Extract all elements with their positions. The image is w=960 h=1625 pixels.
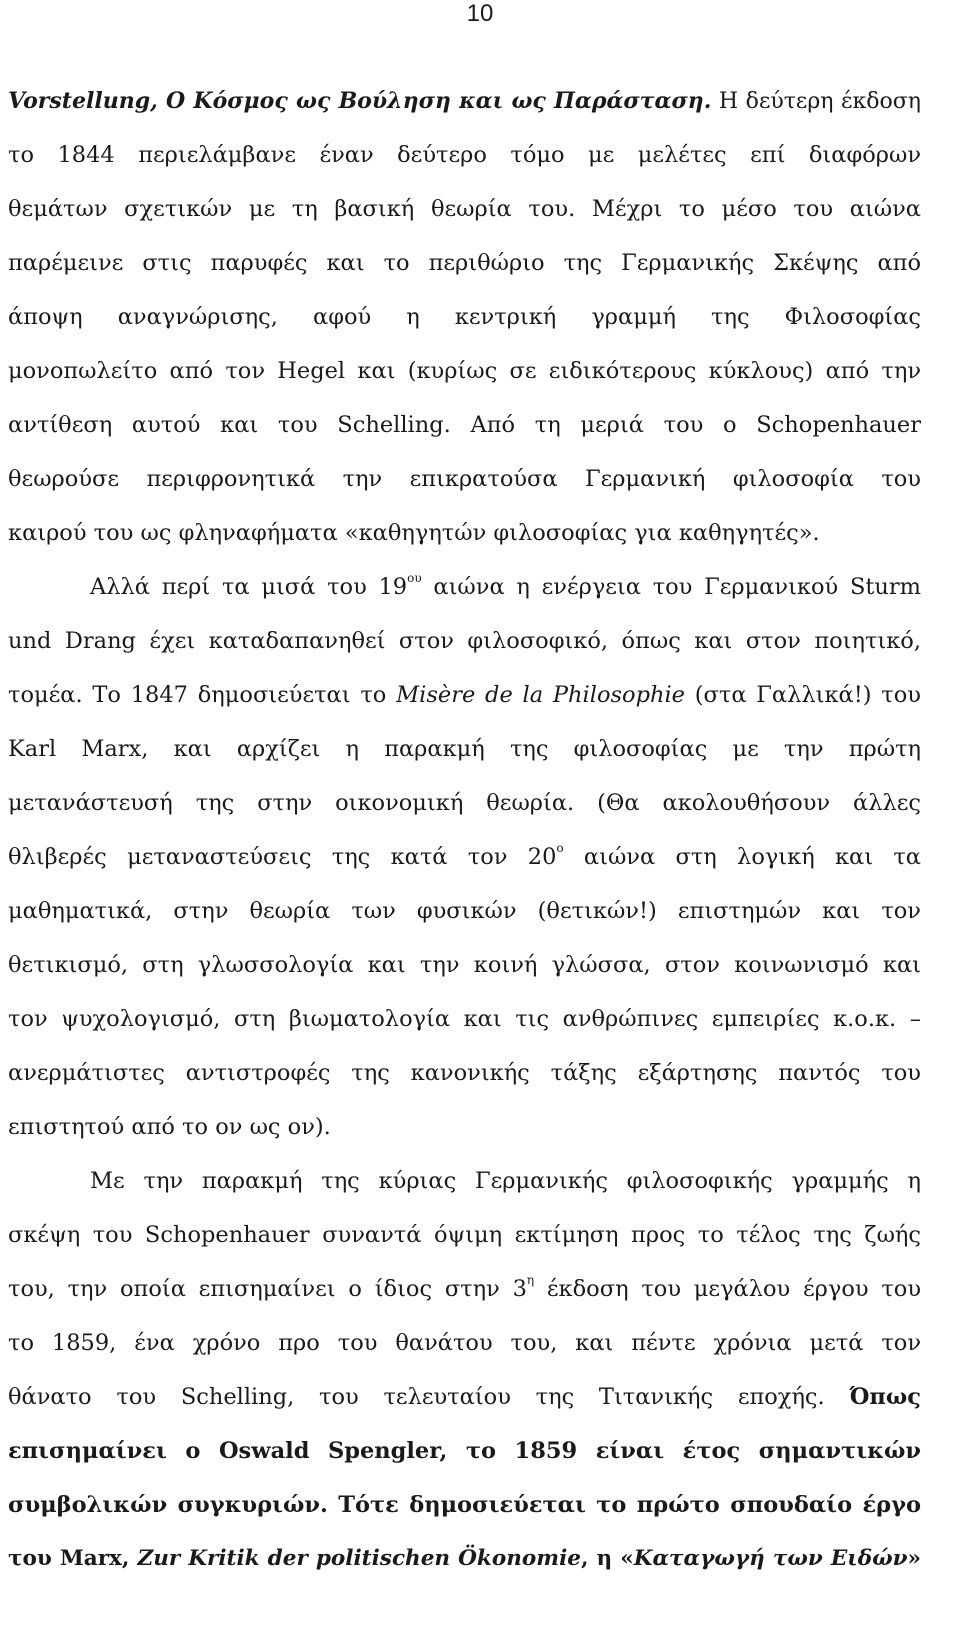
text-run: συμβολικών συγκυριών. Τότε δημοσιεύεται το πρώτο σπουδαίο έργο bbox=[8, 1492, 921, 1518]
text-run: θεωρούσε περιφρονητικά την επικρατούσα Γερμανική φιλοσοφία του bbox=[8, 466, 921, 492]
text-run: έκδοση του μεγάλου έργου του bbox=[534, 1276, 921, 1302]
text-run: μετανάστευσή της στην οικονομική θεωρία. (Θα ακολουθήσουν άλλες bbox=[8, 790, 921, 816]
text-run: αντίθεση αυτού και του Schelling. Από τη μεριά του ο Schopenhauer bbox=[8, 412, 921, 438]
text-line bbox=[8, 938, 921, 992]
text-line bbox=[8, 236, 921, 290]
text-run: τον ψυχολογισμό, στη βιωματολογία και τις ανθρώπινες εμπειρίες κ.ο.κ. – bbox=[8, 1006, 921, 1032]
text-run: αιώνα η ενέργεια του Γερμανικού Sturm bbox=[421, 574, 921, 600]
text-run: θάνατο του Schelling, του τελευταίου της Τιτανικής εποχής. bbox=[8, 1384, 850, 1410]
text-line bbox=[8, 560, 921, 614]
text-run: αιώνα στη λογική και τα bbox=[563, 844, 921, 870]
text-run: του Marx, bbox=[8, 1546, 138, 1571]
text-run: του, την οποία επισημαίνει ο ίδιος στην 3 bbox=[8, 1276, 527, 1302]
text-run: μονοπωλείτο από τον Hegel και (κυρίως σε ειδικότερους κύκλους) από την bbox=[8, 358, 921, 384]
text-run: σκέψη του Schopenhauer συναντά όψιμη εκτίμηση προς το τέλος της ζωής bbox=[8, 1222, 921, 1248]
superscript: η bbox=[526, 1273, 535, 1287]
text-run: επισημαίνει ο Oswald Spengler, το 1859 είναι έτος σημαντικών bbox=[8, 1438, 921, 1464]
text-line bbox=[8, 1100, 921, 1154]
text-line bbox=[8, 830, 921, 884]
superscript: ο bbox=[556, 841, 564, 855]
text-line bbox=[8, 1532, 921, 1586]
text-run: ανερμάτιστες αντιστροφές της κανονικής τάξης εξάρτησης παντός του bbox=[8, 1060, 921, 1086]
text-run: , η « bbox=[580, 1546, 634, 1571]
text-line bbox=[8, 290, 921, 344]
body-text bbox=[8, 74, 921, 1586]
text-line bbox=[8, 614, 921, 668]
text-line bbox=[8, 74, 921, 128]
text-line bbox=[8, 722, 921, 776]
text-line bbox=[8, 128, 921, 182]
text-run: Vorstellung, Ο Κόσμος ως Βούληση και ως Παράσταση. bbox=[8, 88, 712, 114]
text-line bbox=[8, 1154, 921, 1208]
text-run: Όπως bbox=[849, 1384, 921, 1410]
text-run: Αλλά περί τα μισά του 19 bbox=[90, 574, 408, 600]
text-run: Zur Kritik der politischen Ökonomie bbox=[137, 1546, 581, 1571]
text-line bbox=[8, 344, 921, 398]
text-run: τομέα. Το 1847 δημοσιεύεται το bbox=[8, 682, 397, 708]
text-run: θλιβερές μεταναστεύσεις της κατά τον 20 bbox=[8, 844, 557, 870]
text-line bbox=[8, 884, 921, 938]
text-run: καιρού του ως φληναφήματα «καθηγητών φιλοσοφίας για καθηγητές». bbox=[8, 520, 820, 546]
text-run: Καταγωγή των Ειδών bbox=[633, 1546, 908, 1571]
text-line bbox=[8, 452, 921, 506]
text-run: παρέμεινε στις παρυφές και το περιθώριο της Γερμανικής Σκέψης από bbox=[8, 250, 921, 276]
text-run: το 1859, ένα χρόνο προ του θανάτου του, και πέντε χρόνια μετά τον bbox=[8, 1330, 921, 1356]
text-line bbox=[8, 1046, 921, 1100]
text-run: μαθηματικά, στην θεωρία των φυσικών (θετικών!) επιστημών και τον bbox=[8, 898, 921, 924]
text-line bbox=[8, 1478, 921, 1532]
text-run: θεμάτων σχετικών με τη βασική θεωρία του. Μέχρι το μέσο του αιώνα bbox=[8, 196, 921, 222]
text-line bbox=[8, 1208, 921, 1262]
text-run: Karl Marx, και αρχίζει η παρακμή της φιλοσοφίας με την πρώτη bbox=[8, 736, 921, 762]
text-run: und Drang έχει καταδαπανηθεί στον φιλοσοφικό, όπως και στον ποιητικό, bbox=[8, 628, 921, 654]
text-line bbox=[8, 1370, 921, 1424]
text-line bbox=[8, 182, 921, 236]
text-run: θετικισμό, στη γλωσσολογία και την κοινή γλώσσα, στον κοινωνισμό και bbox=[8, 952, 921, 978]
text-run: άποψη αναγνώρισης, αφού η κεντρική γραμμή της Φιλοσοφίας bbox=[8, 304, 921, 330]
text-run: Misère de la Philosophie bbox=[396, 682, 685, 708]
text-line bbox=[8, 398, 921, 452]
text-run: (στα Γαλλικά!) του bbox=[684, 682, 921, 708]
page-number: 10 bbox=[466, 0, 494, 27]
superscript: ου bbox=[407, 571, 422, 585]
text-run: επιστητού από το ον ως ον). bbox=[8, 1114, 331, 1140]
text-line bbox=[8, 1262, 921, 1316]
text-line bbox=[8, 992, 921, 1046]
text-line bbox=[8, 668, 921, 722]
text-line bbox=[8, 1424, 921, 1478]
text-run: Η δεύτερη έκδοση bbox=[711, 89, 921, 114]
text-line bbox=[8, 1316, 921, 1370]
text-run: το 1844 περιελάμβανε έναν δεύτερο τόμο με μελέτες επί διαφόρων bbox=[8, 142, 921, 168]
text-line bbox=[8, 506, 921, 560]
text-line bbox=[8, 776, 921, 830]
text-run: » bbox=[907, 1546, 921, 1571]
text-run: Με την παρακμή της κύριας Γερμανικής φιλοσοφικής γραμμής η bbox=[90, 1168, 921, 1194]
